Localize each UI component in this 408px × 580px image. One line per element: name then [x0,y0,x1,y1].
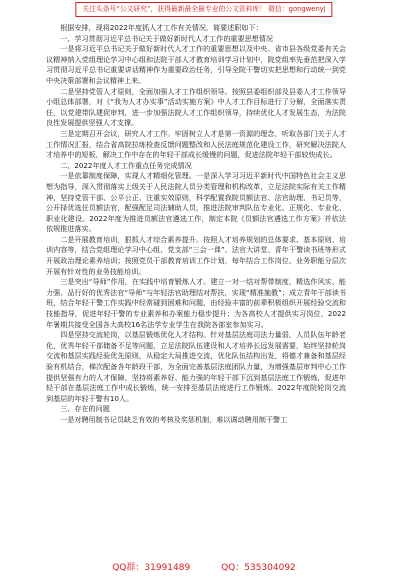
contact-footer [0,562,408,574]
body-paragraph: 三是突出“导师”作用，在实践中培育锻炼人才。建立一对一结对帮带制度，精选作风实、能力强、品行好的优秀法官“导师”与年轻法官助理结对帮扶，实现“精准施教”；成立青年干部读书班，结合年轻干警工作实践中经常碰到困难和问题，由经验丰富的前辈积极组织开展经验交流和技能指导，促进年轻干警的专业素养和办案能力稳步提升；为各高校人才提供实习岗位，2022年暑期共接受全国各大高校16名法学专业学生在我院各部室参加实习。 [46,277,346,329]
body-paragraph: 二是坚持党管人才原则，全面加强人才工作组织领导。按照县委组织部及县委人才工作领导小组总体部署，对《“我为人才办实事”活动实施方案》中人才工作目标进行了分解，全面落实责任，以党建带队建促审判，进一步加强法院人才工作组织领导，持续优化人才发展生态，为法院良性发展提供坚强人才支撑。 [46,86,346,128]
qq-contact-label: QQ：535304092 [221,563,296,573]
body-paragraph: 二是开展教育培训，狠抓人才综合素养提升。按照人才培养规划的总体要求、基本原则、培训内容等，结合党组理论学习中心组、党支部“三会一课”、法官大讲堂、青年干警读书班等形式开展政治理论素养培训；按照党员干部教育培训工作计划，每年结合工作岗位、业务职能分层次开展有针对性的业务技能培训。 [46,234,346,276]
intro-paragraph: 根据安排，现将2022年度抓人才工作有关情况，简要述职如下： [60,23,263,32]
section-heading-3: 三、存在的问题 [60,404,110,414]
body-paragraph: 一是对聘用制书记员缺乏有效的考核及奖惩机制，难以调动聘用制干警工 [60,414,288,424]
section-heading-2: 二、2022年度人才工作重点任务完成情况 [60,160,192,170]
promo-banner[interactable]: 关注头条号“公文研究”，获得最新最全最专业的公文资料库！ 微信：gongwenyj [75,2,332,17]
body-paragraph: 三是定期召开会议，研究人才工作。牢固树立人才是第一资源的理念，听取各部门关于人才工作情况汇报，结合省高院拉练检查反馈问题整改和人民法庭规范化建设工作，研究解决法院人才培养中的短板，解决工作中存在的年轻干部成长缓慢的问题，促进法院年轻干部较快成长。 [46,128,346,160]
qq-group-label: QQ群：31991489 [112,563,191,573]
body-paragraph: 四是坚持交流轮岗，以基层锻炼优化人才结构。针对基层法庭司法力量弱，人员队伍年龄老化，优秀年轻干部储备不足等问题，立足法院队伍建设和人才培养长远发展需要，始终坚持轮岗交流和基层实践经验优先原则，从稳定大局推进交流，优化队伍结构出发，将德才兼备和基层经验有机结合，梯次配备各年龄段干部，为全面完善基层法庭团队力量，为增强基层审判中心工作提供坚强有力的人才保障，坚持将素养好、能力强的年轻干部下沉到基层法庭工作锻炼，促进年轻干部在基层法庭工作中成长锻炼，统一安排至基层法庭进行工作锻炼。2022年度院轮岗交流到基层的年轻干警有10人。 [46,330,346,403]
section-heading-1: 一、学习贯彻习近平总书记关于做好新时代人才工作的重要思想情况 [60,33,273,43]
body-paragraph: 一是将习近平总书记关于做好新时代人才工作的重要思想以及中央、省市县各级党委有关会议精神纳入党组理论学习中心组和法院干部人才教育培训学习计划中，院党组率先垂范把深入学习贯彻习近平总书记重要讲话精神作为重要政治任务，引导全院干警切实把思想和行动统一到党中央决策部署和会议精神上来。 [46,44,346,85]
document-body [46,23,346,426]
body-paragraph: 一是依靠制度保障，实现人才精细化管理。一是深入学习习近平新时代中国特色社会主义思想为指导，深入贯彻落实上级关于人民法院人员分类管理和机构改革，立足法院实际有关工作精神，坚持党管干部、公平公正、注重实效原则，科学配置我院员额法官、法官助理、书记员等，公开择优选任员额法官，配强配足司法辅助人员，推进法院审判队伍专业化、正规化、专业化、职业化建设。2022年度为推进员额法官遴选工作，制定本院《员额法官遴选工作方案》并依法依规推进落实。 [46,171,346,234]
